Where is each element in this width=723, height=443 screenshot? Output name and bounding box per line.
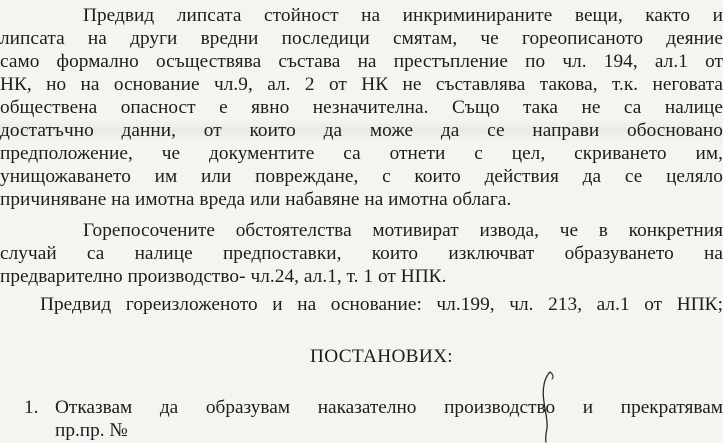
- paragraph-2-line-3: предварително производство- чл.24, ал.1, т. 1 от НПК.: [0, 266, 447, 287]
- decision-heading: ПОСТАНОВИХ:: [310, 346, 453, 367]
- paragraph-1-line-2: липсата на други вредни последици смятам, че гореописаното деяние: [0, 28, 723, 49]
- paragraph-1-line-1: Предвид липсата стойност на инкриминираните вещи, както и: [83, 5, 723, 26]
- list-item-1-line-2: пр.пр. №: [55, 420, 128, 441]
- paragraph-1-line-8: унищожаването им или повреждане, с които действия да се целяло: [0, 166, 723, 187]
- paragraph-1-line-9: причиняване на имотна вреда или набавяне на имотна облага.: [0, 189, 512, 210]
- paragraph-2-line-2: случай са налице предпоставки, които изключват образуването на: [0, 243, 723, 264]
- paragraph-2-line-1: Горепосочените обстоятелства мотивират извода, че в конкретния: [83, 220, 723, 241]
- paragraph-1-line-4: НК, но на основание чл.9, ал. 2 от НК не съставлява такова, т.к. неговата: [0, 74, 723, 95]
- paragraph-3-line: Предвид гореизложеното и на основание: чл.199, чл. 213, ал.1 от НПК;: [40, 294, 723, 315]
- paragraph-1-line-3: само формално осъществява състава на престъпление по чл. 194, ал.1 от: [0, 51, 723, 72]
- list-item-1-line-1: Отказвам да образувам наказателно производство и прекратявам: [55, 397, 723, 418]
- handwritten-signature-mark: [528, 368, 568, 443]
- paragraph-1-line-6: достатъчно данни, от които да може да се направи обосновано: [0, 120, 723, 141]
- paragraph-1-line-5: обществена опасност е явно незначителна. Също така не са налице: [0, 97, 723, 118]
- paragraph-1-line-7: предположение, че документите са отнети с цел, скриването им,: [0, 143, 723, 164]
- list-item-1-number: 1.: [24, 397, 39, 418]
